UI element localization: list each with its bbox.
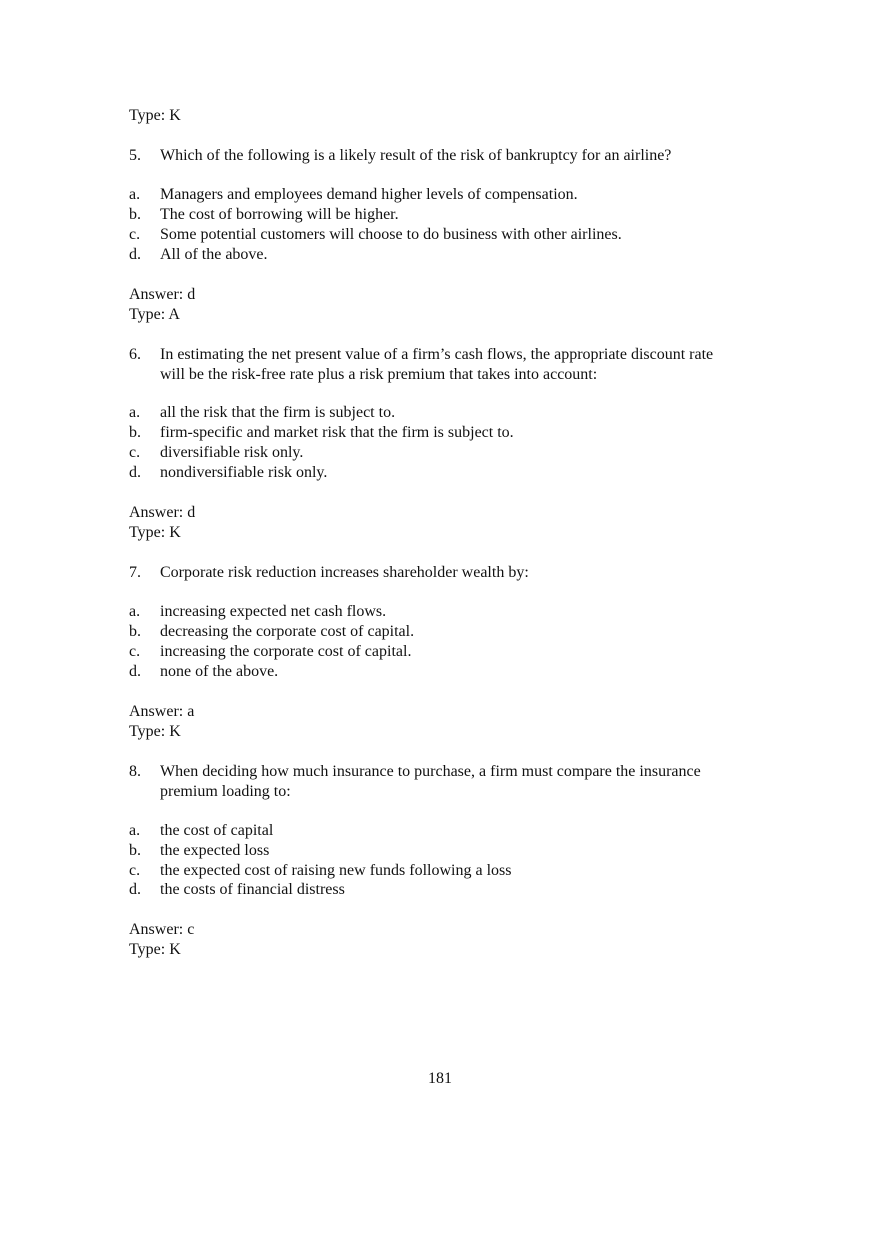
option-letter: d. <box>129 246 141 263</box>
answer-line: Answer: d <box>129 286 196 303</box>
option-text: the cost of capital <box>160 822 274 839</box>
option-text: all the risk that the firm is subject to. <box>160 404 396 421</box>
option-text: the expected cost of raising new funds following a loss <box>160 862 512 879</box>
option-letter: c. <box>129 643 141 660</box>
page-number: 181 <box>428 1070 452 1087</box>
option-text: All of the above. <box>160 246 268 263</box>
question-text: Which of the following is a likely result of the risk of bankruptcy for an airline? <box>160 147 672 164</box>
option-text: decreasing the corporate cost of capital. <box>160 623 415 640</box>
option-letter: c. <box>129 862 141 879</box>
option-letter: a. <box>129 404 141 421</box>
option-letter: b. <box>129 206 141 223</box>
previous-question-type: Type: K <box>129 107 181 124</box>
answer-line: Answer: a <box>129 703 195 720</box>
option-letter: b. <box>129 623 141 640</box>
option-text: Managers and employees demand higher levels of compensation. <box>160 186 578 203</box>
question-number: 8. <box>129 763 141 780</box>
option-text: the costs of financial distress <box>160 881 345 898</box>
option-text: firm-specific and market risk that the firm is subject to. <box>160 424 514 441</box>
option-text: Some potential customers will choose to do business with other airlines. <box>160 226 622 243</box>
option-text: none of the above. <box>160 663 279 680</box>
option-text: the expected loss <box>160 842 270 859</box>
question-number: 5. <box>129 147 141 164</box>
option-letter: c. <box>129 226 141 243</box>
question-text: In estimating the net present value of a firm’s cash flows, the appropriate discount rate will be the risk-free rate plus a risk premium that takes into account: <box>160 346 714 383</box>
option-letter: d. <box>129 663 141 680</box>
type-line: Type: K <box>129 524 181 541</box>
option-text: diversifiable risk only. <box>160 444 304 461</box>
type-line: Type: A <box>129 306 180 323</box>
question-text: Corporate risk reduction increases shareholder wealth by: <box>160 564 529 581</box>
answer-line: Answer: c <box>129 921 195 938</box>
option-text: increasing expected net cash flows. <box>160 603 387 620</box>
type-line: Type: K <box>129 723 181 740</box>
option-text: increasing the corporate cost of capital. <box>160 643 412 660</box>
option-letter: d. <box>129 881 141 898</box>
answer-line: Answer: d <box>129 504 196 521</box>
question-number: 6. <box>129 346 141 363</box>
option-letter: d. <box>129 464 141 481</box>
option-text: The cost of borrowing will be higher. <box>160 206 399 223</box>
option-letter: b. <box>129 842 141 859</box>
option-letter: b. <box>129 424 141 441</box>
question-text: When deciding how much insurance to purchase, a firm must compare the insurance premium loading to: <box>160 763 701 800</box>
option-letter: a. <box>129 186 141 203</box>
option-letter: a. <box>129 822 141 839</box>
type-line: Type: K <box>129 941 181 958</box>
option-text: nondiversifiable risk only. <box>160 464 328 481</box>
question-number: 7. <box>129 564 141 581</box>
option-letter: c. <box>129 444 141 461</box>
option-letter: a. <box>129 603 141 620</box>
